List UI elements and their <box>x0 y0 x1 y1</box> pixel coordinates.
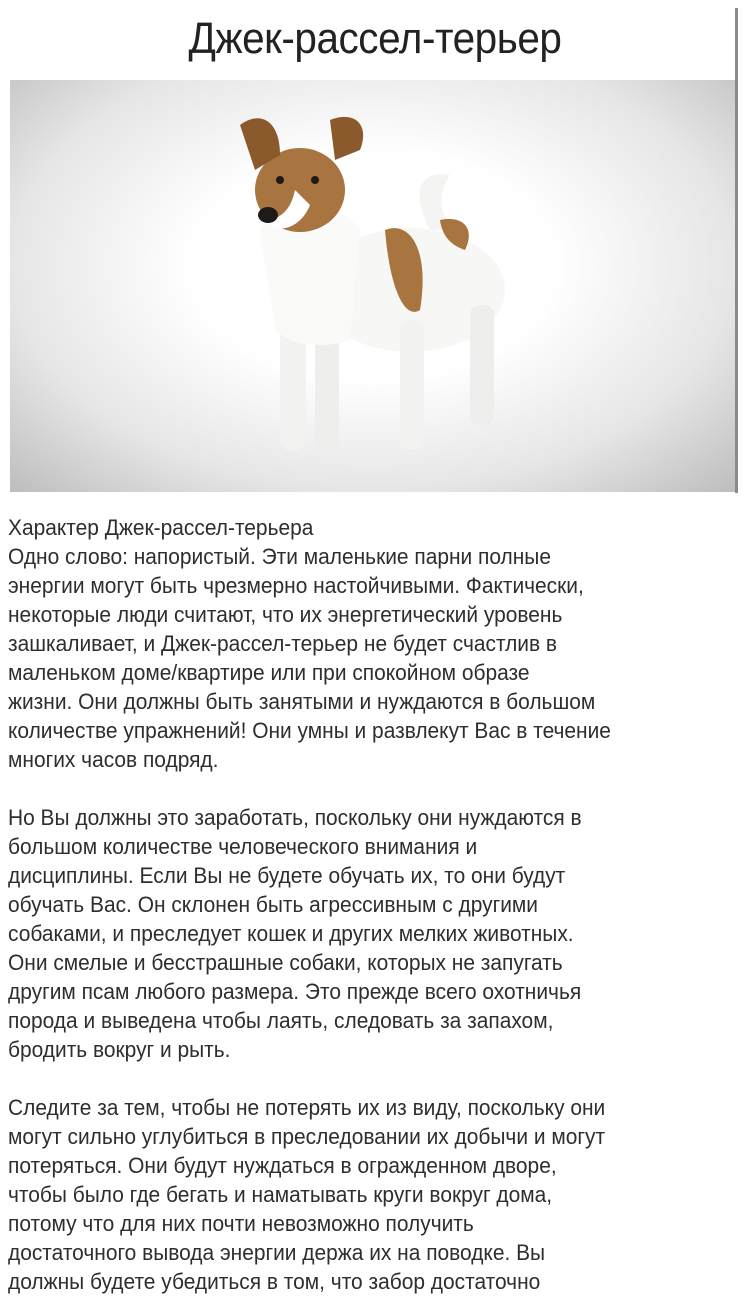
text-line: должны будете убедиться в том, что забор достаточно <box>8 1269 541 1294</box>
divider <box>735 8 738 493</box>
text-line: чтобы было где бегать и наматывать круги вокруг дома, <box>8 1182 553 1207</box>
text-line: могут сильно углубиться в преследовании их добычи и могут <box>8 1124 606 1149</box>
article-body <box>8 513 748 1296</box>
page-title: Джек-рассел-терьер <box>188 14 562 63</box>
text-line: энергии могут быть чрезмерно настойчивыми. Фактически, <box>8 573 584 598</box>
text-line: Одно слово: напористый. Эти маленькие парни полные <box>8 544 551 569</box>
text-line: некоторые люди считают, что их энергетический уровень <box>8 602 563 627</box>
paragraph-2 <box>8 803 748 1064</box>
text-line: потеряться. Они будут нуждаться в огражденном дворе, <box>8 1153 557 1178</box>
dog-photo <box>10 80 735 492</box>
text-line: большом количестве человеческого внимания и <box>8 834 478 859</box>
text-line: количестве упражнений! Они умны и развлекут Вас в течение <box>8 718 611 743</box>
text-line: достаточного вывода энергии держа их на поводке. Вы <box>8 1240 546 1265</box>
text-line: обучать Вас. Он склонен быть агрессивным с другими <box>8 892 538 917</box>
text-line: порода и выведена чтобы лаять, следовать за запахом, <box>8 1008 554 1033</box>
text-line: зашкаливает, и Джек-рассел-терьер не будет счастлив в <box>8 631 558 656</box>
text-line: дисциплины. Если Вы не будете обучать их, то они будут <box>8 863 566 888</box>
section-heading: Характер Джек-рассел-терьера <box>8 515 314 540</box>
text-line: Но Вы должны это заработать, поскольку они нуждаются в <box>8 805 582 830</box>
text-line: многих часов подряд. <box>8 747 219 772</box>
text-line: другим псам любого размера. Это прежде всего охотничья <box>8 979 582 1004</box>
text-line: собаками, и преследует кошек и других мелких животных. <box>8 921 574 946</box>
text-line: потому что для них почти невозможно получить <box>8 1211 474 1236</box>
paragraph-3 <box>8 1093 748 1296</box>
text-line: жизни. Они должны быть занятыми и нуждаются в большом <box>8 689 596 714</box>
paragraph-1 <box>8 542 748 774</box>
dog-illustration <box>10 80 735 492</box>
text-line: Они смелые и бесстрашные собаки, которых не запугать <box>8 950 563 975</box>
text-line: Следите за тем, чтобы не потерять их из виду, поскольку они <box>8 1095 606 1120</box>
text-line: маленьком доме/квартире или при спокойном образе <box>8 660 530 685</box>
text-line: бродить вокруг и рыть. <box>8 1037 231 1062</box>
